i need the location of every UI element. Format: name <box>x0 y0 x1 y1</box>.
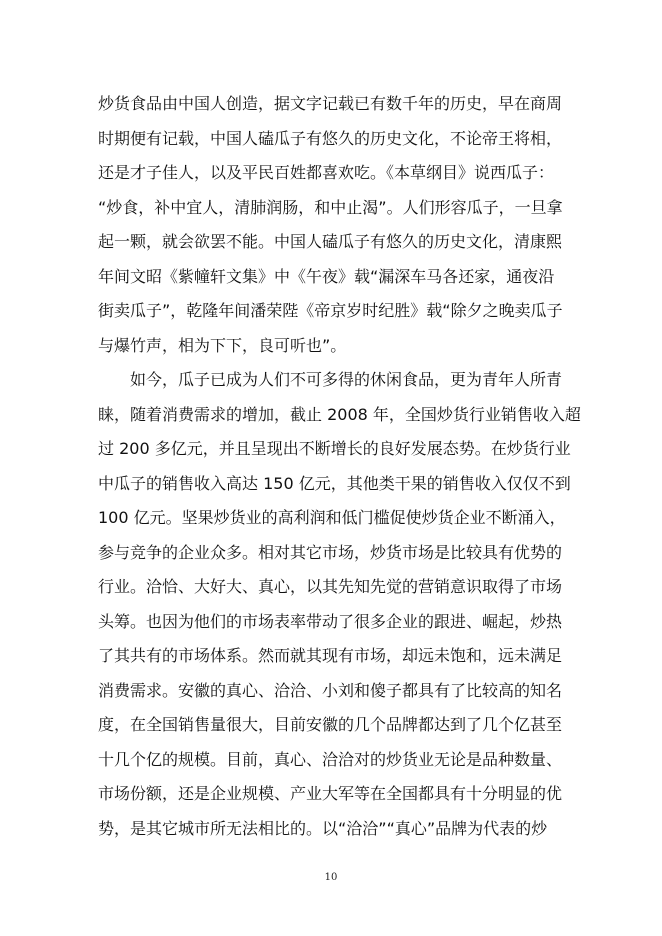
text-line: 时期便有记载，中国人磕瓜子有悠久的历史文化，不论帝王将相， <box>98 128 563 148</box>
text-line: 十几个亿的规模。目前，真心、洽洽对的炒货业无论是品种数量、 <box>98 749 563 769</box>
text-line: 消费需求。安徽的真心、洽洽、小刘和傻子都具有了比较高的知名 <box>98 680 563 700</box>
text-line: 还是才子佳人，以及平民百姓都喜欢吃。《本草纲目》说西瓜子： <box>98 163 555 182</box>
text-line: 头筹。也因为他们的市场表率带动了很多企业的跟进、崛起，炒热 <box>98 611 563 631</box>
text-line: 过 200 多亿元，并且呈现出不断增长的良好发展态势。在炒货行业 <box>98 439 571 458</box>
text-line: “炒食，补中宜人，清肺润肠，和中止渴”。人们形容瓜子，一旦拿 <box>98 197 563 217</box>
text-line: 行业。洽恰、大好大、真心，以其先知先觉的营销意识取得了市场 <box>98 577 563 596</box>
text-line: 了其共有的市场体系。然而就其现有市场，却远未饱和，远未满足 <box>98 646 563 665</box>
text-line: 炒货食品由中国人创造，据文字记载已有数千年的历史，早在商周 <box>98 94 563 113</box>
text-line: 年间文昭《紫幢轩文集》中《午夜》载“漏深车马各还家，通夜沿 <box>98 266 555 286</box>
body-text <box>98 87 581 846</box>
text-line: 与爆竹声，相为下下，良可听也”。 <box>98 335 347 355</box>
text-line: 中瓜子的销售收入高达 150 亿元，其他类干果的销售收入仅仅不到 <box>98 473 571 493</box>
text-line: 街卖瓜子”，乾隆年间潘荣陛《帝京岁时纪胜》载“除夕之晚卖瓜子 <box>98 301 563 320</box>
text-line: 如今，瓜子已成为人们不可多得的休闲食品，更为青年人所青 <box>98 370 563 389</box>
text-line: 起一颗，就会欲罢不能。中国人磕瓜子有悠久的历史文化，清康熙 <box>98 232 563 251</box>
text-line: 100 亿元。坚果炒货业的高利润和低门槛促使炒货企业不断涌入， <box>98 508 566 527</box>
text-line: 度，在全国销售量很大，目前安徽的几个品牌都达到了几个亿甚至 <box>98 715 563 734</box>
page-number: 10 <box>324 872 338 883</box>
text-line: 参与竞争的企业众多。相对其它市场，炒货市场是比较具有优势的 <box>98 542 563 562</box>
text-line: 势，是其它城市所无法相比的。以“洽洽”“真心”品牌为代表的炒 <box>98 818 548 838</box>
text-line: 市场份额，还是企业规模、产业大军等在全国都具有十分明显的优 <box>98 784 563 803</box>
text-line: 睐，随着消费需求的增加，截止 2008 年，全国炒货行业销售收入超 <box>98 404 581 424</box>
